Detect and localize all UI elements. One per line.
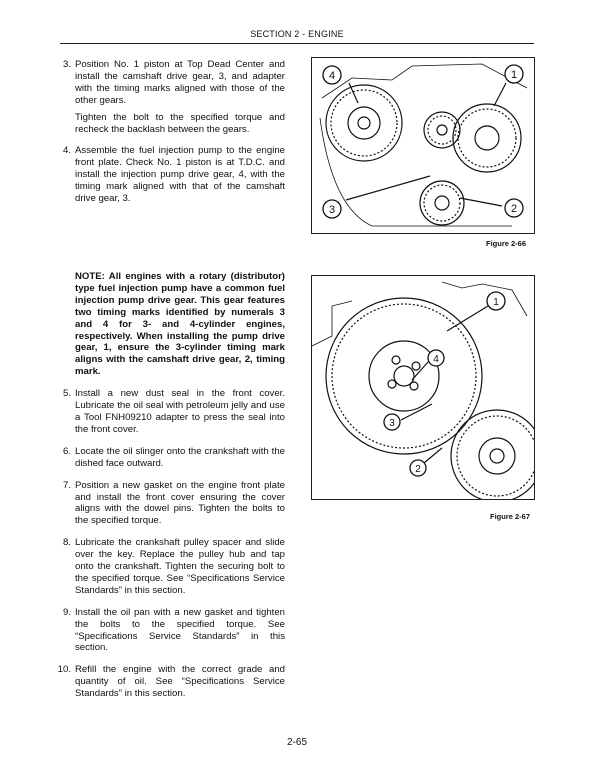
step-text: Assemble the fuel injection pump to the engine front plate. Check No. 1 piston is at T.D.C. and install the injection pump drive gear, 4, with the timing mark aligned with that of the camshaft drive gear, 3.: [75, 145, 285, 205]
step-text: Position a new gasket on the engine front plate and install the front cover ensuring the cover aligns with the dowel pins. Tighten the bolts to the specified torque.: [75, 479, 285, 527]
step-number: 10.: [57, 664, 71, 676]
step-number: 6.: [62, 445, 71, 457]
step-item: [55, 145, 285, 205]
step-item: [55, 59, 285, 135]
figure-2-66: [311, 57, 535, 234]
step-text: Install a new dust seal in the front cover. Lubricate the oil seal with petroleum jelly and use a Tool FNH09210 adapter to press the seal into the front cover.: [75, 388, 285, 435]
callout-2: 2: [415, 464, 421, 475]
callout-3: 3: [389, 418, 395, 429]
step-text: Install the oil pan with a new gasket and tighten the bolts to the specified torque. See “Specifications Service Standards” in this section.: [75, 606, 285, 654]
page-number: 2-65: [286, 737, 307, 748]
section-header: SECTION 2 - ENGINE: [250, 29, 344, 39]
step-item: [55, 537, 285, 597]
figure-2-67-caption: Figure 2-67: [490, 512, 531, 521]
step-item: [55, 480, 285, 528]
step-number: 3.: [62, 59, 71, 70]
gear-train-illustration: [312, 58, 534, 233]
figure-2-66-caption: Figure 2-66: [486, 239, 527, 248]
callout-1: 1: [493, 297, 499, 308]
figure-2-67: [311, 275, 535, 500]
callout-4: 4: [433, 354, 439, 365]
step-item: [55, 664, 285, 700]
pump-gear-illustration: [312, 276, 534, 499]
step-item: [55, 446, 285, 470]
step-text: Tighten the bolt to the specified torque and recheck the backlash between the gears.: [75, 111, 285, 135]
step-number: 8.: [62, 537, 71, 549]
step-text: Lubricate the crankshaft pulley spacer and slide over the key. Replace the pulley hub and tap onto the crankshaft. Tighten the securing bolt to the specified torque. See “Specifications Service Standards” in this section.: [75, 537, 285, 596]
step-text: Position No. 1 piston at Top Dead Center and install the camshaft drive gear, 3, and adapter with the timing marks aligned with those of the other gears.: [75, 59, 285, 106]
step-text: Refill the engine with the correct grade and quantity of oil. See “Specifications Service Standards” in this section.: [75, 664, 285, 700]
step-number: 7.: [62, 479, 71, 491]
steps-column-bottom: [55, 271, 285, 700]
steps-column-top: [55, 59, 285, 205]
callout-2: 2: [510, 203, 518, 215]
callout-3: 3: [328, 204, 336, 216]
step-item: [55, 388, 285, 436]
step-number: 5.: [62, 388, 71, 400]
note-paragraph: NOTE: All engines with a rotary (distributor) type fuel injection pump have a common fuel injection pump drive gear. This gear features two timing marks identified by numerals 3 and 4 for 3- and 4-cylinder engines, respectively. When installing the pump drive gear, 1, ensure the 3-cylinder timing mark aligns with the camshaft drive gear, 2, timing mark.: [75, 271, 285, 378]
callout-4: 4: [328, 70, 336, 82]
step-text: Locate the oil slinger onto the crankshaft with the dished face outward.: [75, 445, 285, 469]
header-rule: [60, 43, 534, 44]
step-number: 4.: [62, 145, 71, 157]
step-item: [55, 607, 285, 655]
callout-1: 1: [510, 69, 518, 81]
step-number: 9.: [62, 606, 71, 618]
